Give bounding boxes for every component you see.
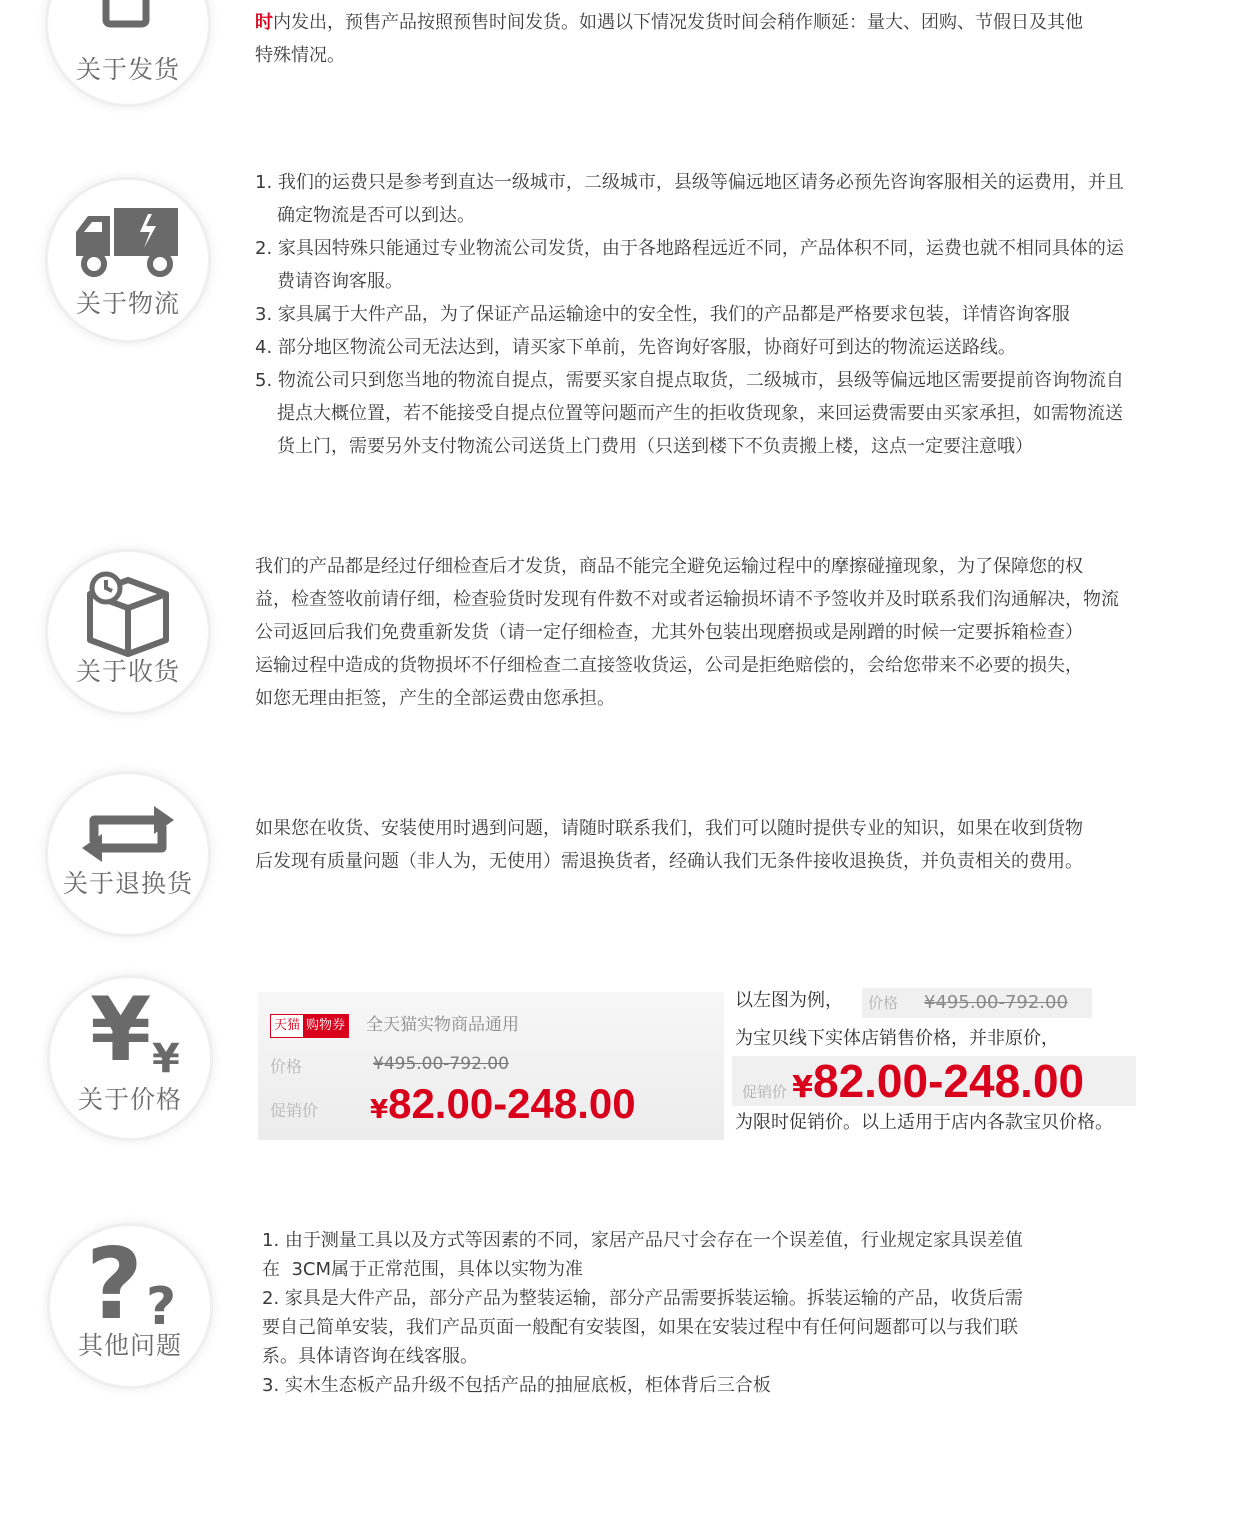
returns-text <box>255 812 1155 878</box>
yen-icon <box>50 982 210 1082</box>
receiving-line: 运输过程中造成的货物损坏不仔细检查二直接签收货运，公司是拒绝赔偿的，会给您带来不必要的损失， <box>255 655 1083 676</box>
svg-text:¥: ¥ <box>152 1036 180 1082</box>
shipping-badge <box>48 0 208 104</box>
card-promo-label: 促销价 <box>270 1101 319 1120</box>
other-badge <box>50 1226 210 1386</box>
card-price-label: 价格 <box>270 1057 303 1076</box>
other-line: 3. 实木生态板产品升级不包括产品的抽屉底板，柜体背后三合板 <box>262 1375 771 1396</box>
note-price-label: 价格 <box>868 994 899 1012</box>
tmall-tag-text: 天猫 <box>271 1015 303 1037</box>
card-promo-price <box>370 1080 636 1128</box>
other-line: 要自己简单安装，我们产品页面一般配有安装图，如果在安装过程中有任何问题都可以与我们联 <box>262 1317 1018 1338</box>
price-badge <box>50 978 210 1138</box>
note-promo-value: 82.00-248.00 <box>812 1055 1085 1107</box>
other-line: 2. 家具是大件产品，部分产品为整装运输，部分产品需要拆装运输。拆装运输的产品，收货后需 <box>262 1288 1023 1309</box>
receiving-line: 我们的产品都是经过仔细检查后才发货，商品不能完全避免运输过程中的摩擦碰撞现象，为了保障您的权 <box>255 556 1083 577</box>
price-note-prefix: 以左图为例， <box>735 990 843 1011</box>
receiving-label: 关于收货 <box>75 657 180 686</box>
coupon-description: 全天猫实物商品通用 <box>366 1015 519 1035</box>
logistics-item: 3. 家具属于大件产品，为了保证产品运输途中的安全性，我们的产品都是严格要求包装，详情咨询客服 <box>255 304 1070 325</box>
logistics-item: 1. 我们的运费只是参考到直达一级城市，二级城市，县级等偏远地区请务必预先咨询客服相关的运费用，并且确定物流是否可以到达。 <box>255 172 1124 226</box>
svg-text:?: ? <box>146 1277 177 1326</box>
receiving-line: 益，检查签收前请仔细，检查验货时发现有件数不对或者运输损坏请不予签收并及时联系我们沟通解决，物流 <box>255 589 1119 610</box>
other-line: 1. 由于测量工具以及方式等因素的不同，家居产品尺寸会存在一个误差值，行业规定家具误差值 <box>262 1230 1023 1251</box>
note-promo-yen: ¥ <box>792 1070 813 1105</box>
price-note-line4: 为限时促销价。以上适用于店内各款宝贝价格。 <box>735 1112 1113 1133</box>
card-promo-yen: ¥ <box>370 1095 389 1125</box>
receiving-badge <box>48 552 208 712</box>
logistics-item: 4. 部分地区物流公司无法达到，请买家下单前，先咨询好客服，协商好可到达的物流运送路线。 <box>255 337 1016 358</box>
returns-line: 如果您在收货、安装使用时遇到问题，请随时联系我们，我们可以随时提供专业的知识，如果在收到货物 <box>255 818 1083 839</box>
card-promo-value: 82.00-248.00 <box>388 1080 636 1127</box>
tmall-coupon-tag <box>270 1014 349 1038</box>
logistics-badge <box>48 180 208 340</box>
logistics-text <box>255 166 1135 463</box>
shipping-highlight: 时 <box>255 12 273 33</box>
price-label: 关于价格 <box>77 1085 182 1114</box>
svg-text:¥: ¥ <box>90 982 152 1081</box>
truck-icon <box>48 188 208 288</box>
returns-badge <box>48 774 208 934</box>
logistics-item: 2. 家具因特殊只能通过专业物流公司发货，由于各地路程远近不同，产品体积不同，运费也就不相同具体的运费请咨询客服。 <box>255 238 1124 292</box>
receiving-line: 公司返回后我们免费重新发货（请一定仔细检查，尤其外包装出现磨损或是剐蹭的时候一定要拆箱检查） <box>255 622 1083 643</box>
note-promo-label: 促销价 <box>742 1083 788 1101</box>
note-original-price: ¥495.00-792.00 <box>924 992 1068 1013</box>
other-line: 系。具体请咨询在线客服。 <box>262 1346 478 1367</box>
price-note-line2: 为宝贝线下实体店销售价格，并非原价， <box>735 1028 1059 1049</box>
coupon-tag-text: 购物券 <box>303 1015 348 1037</box>
returns-line: 后发现有质量问题（非人为，无使用）需退换货者，经确认我们无条件接收退换货，并负责相关的费用。 <box>255 851 1083 872</box>
note-promo-box <box>732 1056 1136 1106</box>
logistics-label: 关于物流 <box>75 289 180 318</box>
receiving-text <box>255 550 1165 715</box>
other-line: 在 3CM属于正常范围，具体以实物为准 <box>262 1259 583 1280</box>
other-label: 其他问题 <box>77 1331 182 1360</box>
question-icon <box>50 1226 210 1326</box>
returns-label: 关于退换货 <box>62 869 193 898</box>
logistics-item: 5. 物流公司只到您当地的物流自提点，需要买家自提点取货，二级城市，县级等偏远地区需要提前咨询物流自提点大概位置，若不能接受自提点位置等问题而产生的拒收货现象，来回运费需要由买家承担，如需物流送货上门，需要另外支付物流公司送货上门费用（只送到楼下不负责搬上楼，这点一定要注意哦） <box>255 370 1124 457</box>
svg-text:?: ? <box>86 1228 143 1326</box>
document-icon <box>48 0 208 44</box>
box-icon <box>48 558 208 658</box>
price-note-line1 <box>735 986 843 1016</box>
other-text <box>262 1226 1142 1400</box>
card-original-price: ¥495.00-792.00 <box>373 1054 509 1074</box>
shipping-text-line1: 内发出，预售产品按照预售时间发货。如遇以下情况发货时间会稍作顺延：量大、团购、节假日及其他 <box>273 12 1083 33</box>
shipping-text-line2: 特殊情况。 <box>255 45 345 66</box>
note-original-box <box>862 988 1092 1018</box>
shipping-text <box>255 6 1135 72</box>
receiving-line: 如您无理由拒签，产生的全部运费由您承担。 <box>255 688 615 709</box>
shipping-label: 关于发货 <box>75 55 180 84</box>
price-example-card <box>258 992 724 1140</box>
